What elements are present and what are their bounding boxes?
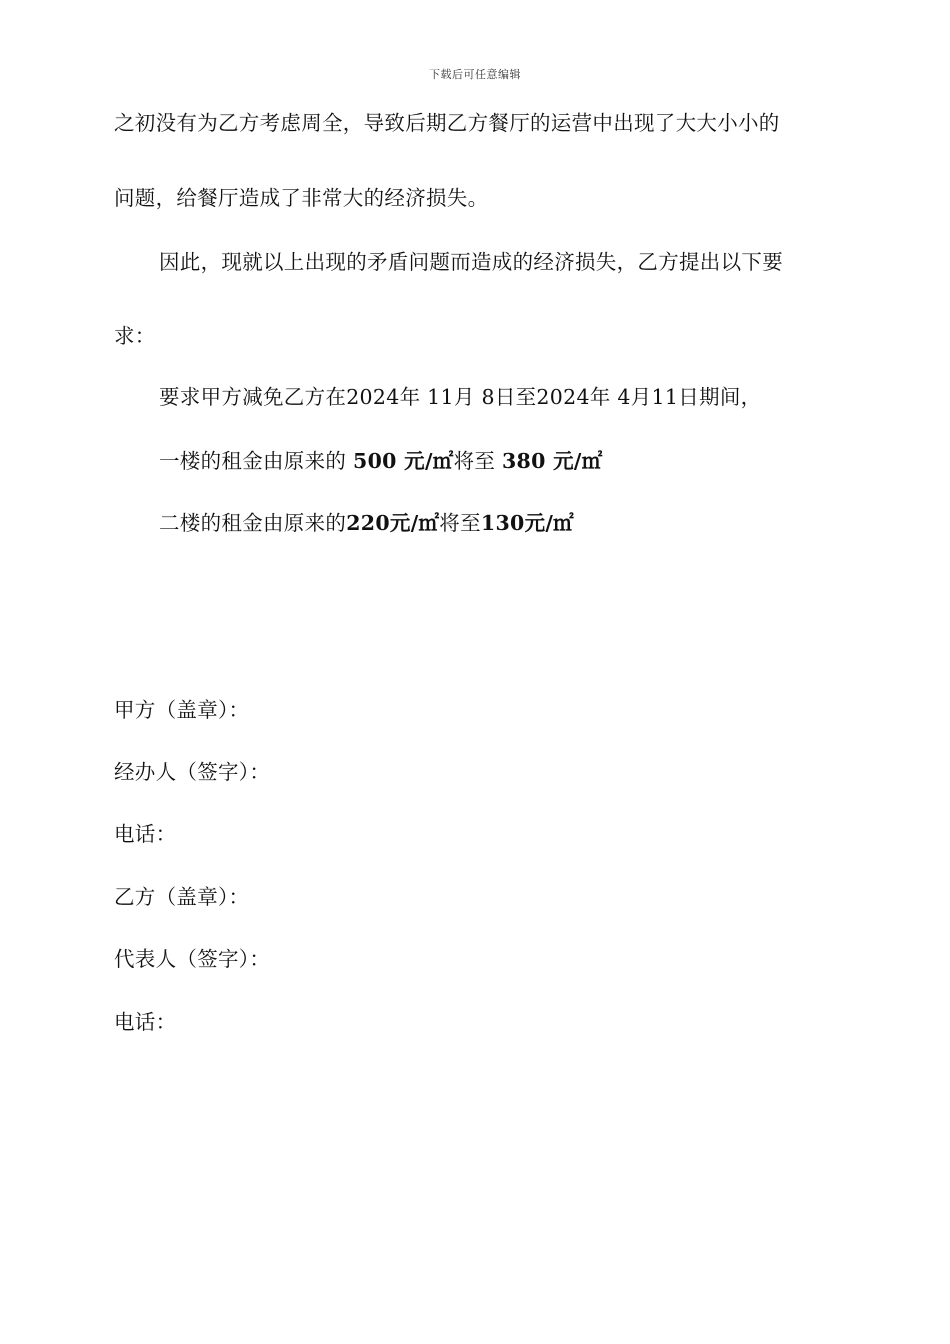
floor-2-rent-from: 220元/㎡ — [346, 511, 440, 535]
floor-2-prefix: 二楼的租金由原来的 — [159, 511, 347, 535]
party-b-seal-label: 乙方（盖章）： — [114, 885, 250, 909]
representative-signature-label: 代表人（签字）： — [114, 947, 271, 971]
request-line: 要求甲方减免乙方在2024年 11月 8日至2024年 4月11日期间， — [159, 385, 762, 409]
paragraph-1-line-2: 问题，给餐厅造成了非常大的经济损失。 — [114, 186, 489, 210]
party-a-phone-label: 电话： — [114, 822, 177, 846]
floor-2-rent-to: 130元/㎡ — [480, 511, 574, 535]
floor-2-rent-line — [159, 508, 574, 538]
floor-1-rent-to: 380 元/㎡ — [501, 449, 603, 473]
page-header-note: 下载后可任意编辑 — [429, 68, 521, 81]
party-a-seal-label: 甲方（盖章）： — [114, 698, 250, 722]
party-b-phone-label: 电话： — [114, 1010, 177, 1034]
floor-2-mid: 将至 — [439, 511, 481, 535]
floor-1-mid: 将至 — [453, 449, 502, 473]
paragraph-2-line-1: 因此，现就以上出现的矛盾问题而造成的经济损失，乙方提出以下要 — [159, 250, 783, 274]
floor-1-rent-from: 500 元/㎡ — [353, 449, 454, 473]
handler-signature-label: 经办人（签字）： — [114, 760, 271, 784]
floor-1-prefix: 一楼的租金由原来的 — [159, 449, 354, 473]
floor-1-rent-line — [159, 446, 603, 476]
paragraph-1-line-1: 之初没有为乙方考虑周全，导致后期乙方餐厅的运营中出现了大大小小的 — [114, 111, 780, 135]
paragraph-2-line-2: 求： — [114, 324, 156, 348]
